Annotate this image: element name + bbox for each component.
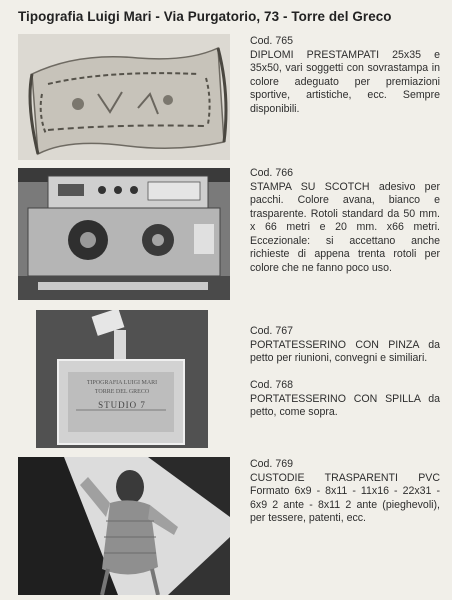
product-766 — [250, 167, 440, 275]
diploma-photo — [18, 34, 230, 160]
product-description: CUSTODIE TRASPARENTI PVC Formato 6x9 - 8x11 - 11x16 - 22x31 - 6x9 2 ante - 8x11 2 ante (pieghevoli), per tessere, patenti, ecc. — [250, 471, 440, 524]
transparent-cover-photo — [18, 457, 230, 595]
product-769 — [250, 458, 440, 526]
badge-holder-photo — [36, 310, 208, 448]
product-code: Cod. 768 — [250, 379, 293, 391]
product-code: Cod. 769 — [250, 458, 293, 470]
product-code: Cod. 766 — [250, 167, 293, 179]
product-description: STAMPA SU SCOTCH adesivo per pacchi. Colore avana, bianco e trasparente. Rotoli standard da 50 mm. x 66 metri e 20 mm. x66 metri. Eccezionale: si accettano anche richieste di appena trenta rotoli per colore che ne fanno poco uso. — [250, 180, 440, 274]
product-767 — [250, 325, 440, 366]
badge-card-line2: TORRE DEL GRECO — [94, 389, 150, 395]
product-code: Cod. 767 — [250, 325, 293, 337]
page-title: Tipografia Luigi Mari - Via Purgatorio, 73 - Torre del Greco — [18, 9, 392, 24]
product-765 — [250, 35, 440, 116]
product-768 — [250, 379, 440, 420]
badge-card-line1: TIPOGRAFIA LUIGI MARI — [86, 380, 158, 386]
scotch-machine-photo — [18, 168, 230, 300]
product-description: DIPLOMI PRESTAMPATI 25x35 e 35x50, vari soggetti con sovrastampa in colore adeguato per premiazioni sportive, artistiche, ecc. Sempre disponibili. — [250, 48, 440, 115]
product-description: PORTATESSERINO CON SPILLA da petto, come sopra. — [250, 392, 440, 418]
badge-card-label: STUDIO 7 — [98, 400, 146, 410]
product-description: PORTATESSERINO CON PINZA da petto per riunioni, convegni e similiari. — [250, 338, 440, 364]
product-code: Cod. 765 — [250, 35, 293, 47]
